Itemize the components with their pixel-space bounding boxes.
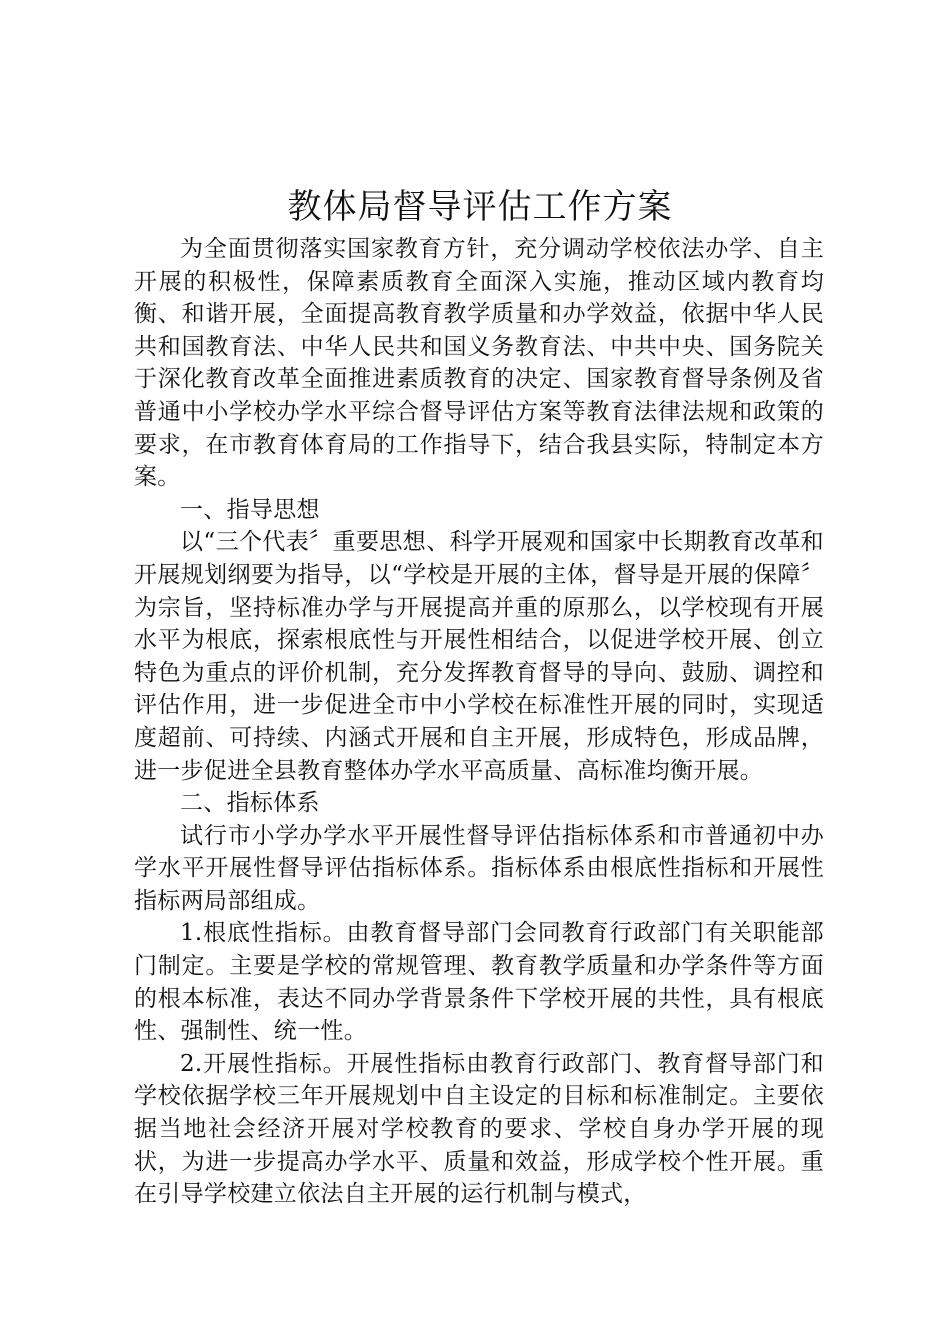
basic-indicator-paragraph: 1.根底性指标。由教育督导部门会同教育行政部门有关职能部门制定。主要是学校的常规管理、教育教学质量和办学条件等方面的根本标准，表达不同办学背景条件下学校开展的共性，具有根底性、强制性、统一性。 xyxy=(134,920,824,1045)
section-heading-guiding-ideology: 一、指导思想 xyxy=(180,496,320,523)
document-title: 教体局督导评估工作方案 xyxy=(287,187,673,227)
guiding-ideology-paragraph: 以“三个代表〞重要思想、科学开展观和国家中长期教育改革和开展规划纲要为指导，以“学校是开展的主体，督导是开展的保障〞为宗旨，坚持标准办学与开展提高并重的原那么，以学校现有开展水平为根底，探索根底性与开展性相结合，以促进学校开展、创立特色为重点的评价机制，充分发挥教育督导的导向、鼓励、调控和评估作用，进一步促进全市中小学校在标准性开展的同时，实现适度超前、可持续、内涵式开展和自主开展，形成特色，形成品牌，进一步促进全县教育整体办学水平高质量、高标准均衡开展。 xyxy=(134,529,824,784)
section-heading-indicator-system: 二、指标体系 xyxy=(180,790,320,817)
development-indicator-paragraph: 2.开展性指标。开展性指标由教育行政部门、教育督导部门和学校依据学校三年开展规划中自主设定的目标和标准制定。主要依据当地社会经济开展对学校教育的要求、学校自身办学开展的现状，为进一步提高办学水平、质量和效益，形成学校个性开展。重在引导学校建立依法自主开展的运行机制与模式， xyxy=(134,1050,824,1208)
indicator-system-paragraph: 试行市小学办学水平开展性督导评估指标体系和市普通初中办学水平开展性督导评估指标体系。指标体系由根底性指标和开展性指标两局部组成。 xyxy=(134,822,824,914)
document-body xyxy=(134,233,824,1211)
intro-paragraph: 为全面贯彻落实国家教育方针，充分调动学校依法办学、自主开展的积极性，保障素质教育全面深入实施，推动区域内教育均衡、和谐开展，全面提高教育教学质量和办学效益，依据中华人民共和国教育法、中华人民共和国义务教育法、中共中央、国务院关于深化教育改革全面推进素质教育的决定、国家教育督导条例及省普通中小学校办学水平综合督导评估方案等教育法律法规和政策的要求，在市教育体育局的工作指导下，结合我县实际，特制定本方案。 xyxy=(134,236,824,491)
